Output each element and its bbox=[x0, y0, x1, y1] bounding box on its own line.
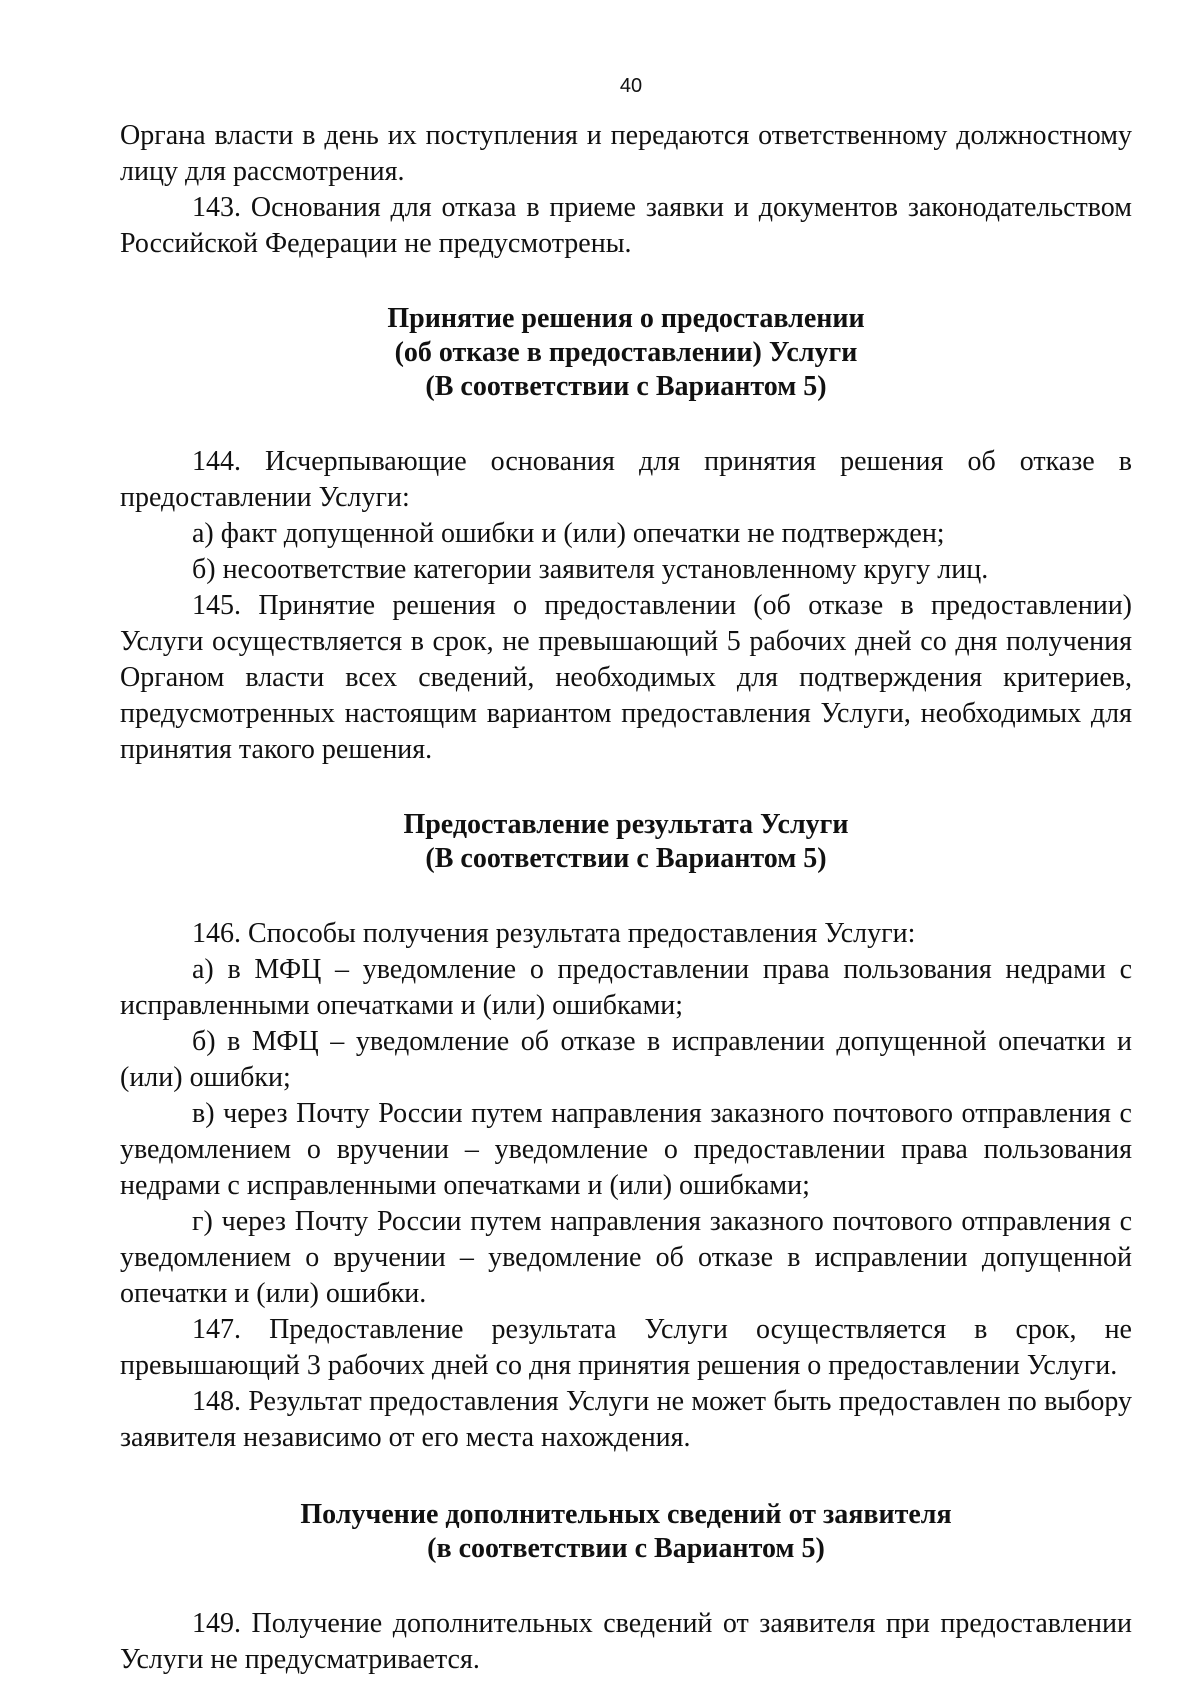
paragraph-146-g: г) через Почту России путем направления заказного почтового отправления с уведомлением о вручении – уведомление об отказе в исправлении допущенной опечатки и (или) ошибки. bbox=[120, 1206, 1132, 1309]
heading-line: Принятие решения о предоставлении bbox=[387, 303, 865, 334]
page-number: 40 bbox=[619, 75, 643, 97]
paragraph-146: 146. Способы получения результата предоставления Услуги: bbox=[192, 918, 916, 949]
paragraph-148: 148. Результат предоставления Услуги не может быть предоставлен по выбору заявителя независимо от его места нахождения. bbox=[120, 1386, 1132, 1453]
paragraph-147: 147. Предоставление результата Услуги осуществляется в срок, не превышающий 3 рабочих дней со дня принятия решения о предоставлении Услуги. bbox=[120, 1314, 1132, 1381]
section-heading-additional-info bbox=[120, 1498, 1132, 1566]
paragraph-144: 144. Исчерпывающие основания для принятия решения об отказе в предоставлении Услуги: bbox=[120, 446, 1132, 513]
heading-line: (в соответствии с Вариантом 5) bbox=[427, 1533, 825, 1564]
paragraph-144-b: б) несоответствие категории заявителя установленному кругу лиц. bbox=[192, 554, 989, 585]
paragraph-143: 143. Основания для отказа в приеме заявки и документов законодательством Российской Федерации не предусмотрены. bbox=[120, 192, 1132, 259]
heading-line: (об отказе в предоставлении) Услуги bbox=[394, 337, 858, 368]
heading-line: (В соответствии с Вариантом 5) bbox=[425, 371, 827, 402]
paragraph-continuation: Органа власти в день их поступления и передаются ответственному должностному лицу для рассмотрения. bbox=[120, 120, 1132, 187]
heading-line: Предоставление результата Услуги bbox=[403, 809, 849, 840]
section-heading-decision bbox=[120, 302, 1132, 404]
paragraph-149: 149. Получение дополнительных сведений от заявителя при предоставлении Услуги не предусматривается. bbox=[120, 1608, 1132, 1675]
paragraph-146-v: в) через Почту России путем направления заказного почтового отправления с уведомлением о вручении – уведомление о предоставлении права пользования недрами с исправленными опечатками и (или) ошибками; bbox=[120, 1098, 1132, 1201]
paragraph-145: 145. Принятие решения о предоставлении (об отказе в предоставлении) Услуги осуществляется в срок, не превышающий 5 рабочих дней со дня получения Органом власти всех сведений, необходимых для подтверждения критериев, предусмотренных настоящим вариантом предоставления Услуги, необходимых для принятия такого решения. bbox=[120, 590, 1132, 765]
paragraph-146-b: б) в МФЦ – уведомление об отказе в исправлении допущенной опечатки и (или) ошибки; bbox=[120, 1026, 1132, 1093]
paragraph-144-a: а) факт допущенной ошибки и (или) опечатки не подтвержден; bbox=[192, 518, 945, 549]
heading-line: Получение дополнительных сведений от заявителя bbox=[300, 1499, 952, 1530]
paragraph-146-a: а) в МФЦ – уведомление о предоставлении права пользования недрами с исправленными опечатками и (или) ошибками; bbox=[120, 954, 1132, 1021]
heading-line: (В соответствии с Вариантом 5) bbox=[425, 843, 827, 874]
section-heading-result bbox=[120, 808, 1132, 876]
